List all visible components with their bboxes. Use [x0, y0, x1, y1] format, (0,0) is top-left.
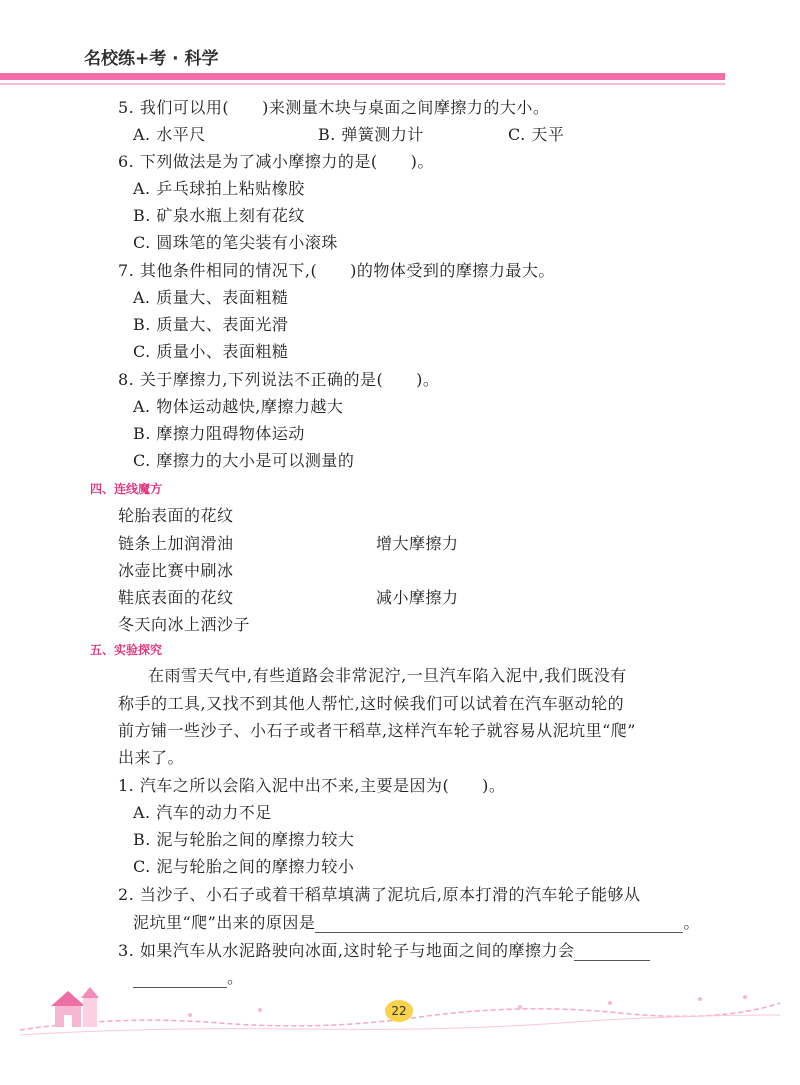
answer-blank-2[interactable]	[315, 916, 683, 933]
answer-blank-3a[interactable]	[574, 944, 650, 961]
house-icon	[51, 987, 99, 1027]
page-number: 22	[385, 1000, 413, 1022]
experiment-question-2: 2. 当沙子、小石子或着干稻草填满了泥坑后,原本打滑的汽车轮子能够从	[118, 885, 641, 904]
eq1-option-c: C. 泥与轮胎之间的摩擦力较小	[133, 857, 355, 876]
section-4-title: 四、连线魔方	[90, 482, 163, 496]
eq1-option-b: B. 泥与轮胎之间的摩擦力较大	[133, 830, 355, 849]
eq2-text: 泥坑里“爬”出来的原因是	[133, 913, 316, 932]
page-header	[0, 0, 800, 90]
experiment-question-1: 1. 汽车之所以会陷入泥中出不来,主要是因为( )。	[118, 776, 506, 795]
q6-option-c: C. 圆珠笔的笔尖装有小滚珠	[133, 233, 338, 252]
header-bar-thin	[0, 83, 725, 85]
q8-option-c: C. 摩擦力的大小是可以测量的	[133, 451, 355, 470]
question-7: 7. 其他条件相同的情况下,( )的物体受到的摩擦力最大。	[118, 261, 555, 280]
match-right-item: 减小摩擦力	[376, 588, 459, 607]
q7-option-c: C. 质量小、表面粗糙	[133, 342, 289, 361]
passage-line: 在雨雪天气中,有些道路会非常泥泞,一旦汽车陷入泥中,我们既没有	[148, 666, 627, 685]
eq3-text: 3. 如果汽车从水泥路驶向冰面,这时轮子与地面之间的摩擦力会	[118, 941, 575, 960]
q5-option-a: A. 水平尺	[133, 125, 206, 144]
match-left-item: 轮胎表面的花纹	[118, 506, 234, 525]
question-6: 6. 下列做法是为了减小摩擦力的是( )。	[118, 152, 434, 171]
passage-line: 出来了。	[118, 748, 185, 767]
q8-option-a: A. 物体运动越快,摩擦力越大	[133, 397, 344, 416]
q5-option-b: B. 弹簧测力计	[318, 125, 424, 144]
passage-line: 前方铺一些沙子、小石子或者干稻草,这样汽车轮子就容易从泥坑里“爬”	[118, 721, 636, 740]
eq1-option-a: A. 汽车的动力不足	[133, 803, 272, 822]
q6-option-a: A. 乒乓球拍上粘贴橡胶	[133, 179, 305, 198]
match-left-item: 冰壶比赛中刷冰	[118, 561, 234, 580]
header-title: 名校练+考 · 科学	[84, 49, 219, 69]
experiment-question-3	[118, 941, 650, 961]
q7-option-b: B. 质量大、表面光滑	[133, 315, 289, 334]
q8-option-b: B. 摩擦力阻碍物体运动	[133, 424, 305, 443]
question-8: 8. 关于摩擦力,下列说法不正确的是( )。	[118, 370, 440, 389]
q6-option-b: B. 矿泉水瓶上刻有花纹	[133, 206, 305, 225]
question-5: 5. 我们可以用( )来测量木块与桌面之间摩擦力的大小。	[118, 98, 550, 117]
q5-option-c: C. 天平	[508, 125, 565, 144]
match-left-item: 鞋底表面的花纹	[118, 588, 234, 607]
experiment-question-2-cont	[133, 913, 700, 933]
eq2-period: 。	[683, 913, 700, 932]
section-5-title: 五、实验探究	[90, 643, 163, 657]
eq3-period: 。	[227, 968, 244, 987]
match-right-item: 增大摩擦力	[376, 534, 459, 553]
match-left-item: 冬天向冰上洒沙子	[118, 615, 251, 634]
passage-line: 称手的工具,又找不到其他人帮忙,这时候我们可以试着在汽车驱动轮的	[118, 694, 625, 713]
q7-option-a: A. 质量大、表面粗糙	[133, 288, 289, 307]
match-left-item: 链条上加润滑油	[118, 534, 234, 553]
header-bar	[0, 73, 725, 80]
